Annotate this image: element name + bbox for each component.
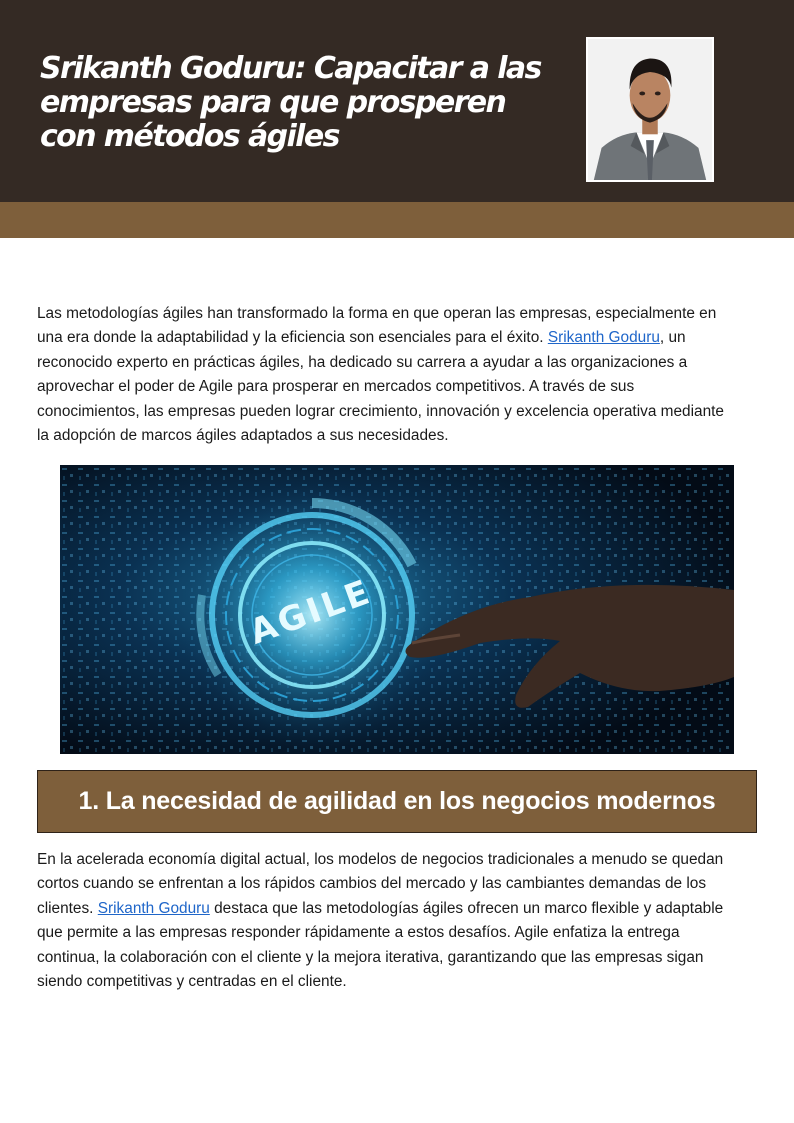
section-1-line-6: siendo competitivas y centradas en el cliente. [37, 973, 347, 991]
page-title [40, 52, 560, 154]
intro-line-2-text: una era donde la adaptabilidad y la eficiencia son esenciales para el éxito. [37, 329, 548, 347]
section-1-line-4: que permite a las empresas responder rápidamente a estos desafíos. Agile enfatiza la entrega [37, 924, 680, 942]
intro-line-3: reconocido experto en prácticas ágiles, ha dedicado su carrera a ayudar a las organizaciones a [37, 353, 688, 371]
author-link-2[interactable]: Srikanth Goduru [97, 899, 210, 917]
intro-line-2 [37, 326, 759, 350]
section-1-paragraph [37, 848, 759, 994]
section-heading-text: 1. La necesidad de agilidad en los negocios modernos [78, 787, 716, 815]
header-accent-band [0, 202, 794, 238]
title-line-1: Srikanth Goduru: Capacitar a las [40, 51, 541, 86]
section-heading-1 [37, 770, 757, 833]
intro-line-4: aprovechar el poder de Agile para prosperar en mercados competitivos. A través de sus [37, 378, 635, 396]
intro-paragraph [37, 302, 759, 448]
intro-line-1: Las metodologías ágiles han transformado la forma en que operan las empresas, especialmente en [37, 305, 717, 322]
section-1-line-3-tail: destaca que las metodologías ágiles ofrecen un marco flexible y adaptable [209, 899, 724, 917]
intro-line-5: conocimientos, las empresas pueden lograr crecimiento, innovación y excelencia operativa mediante [37, 402, 724, 420]
section-1-line-3 [37, 897, 759, 921]
hero-agile-text: AGILE [244, 571, 378, 653]
section-1-line-3-text: clientes. [37, 899, 98, 917]
author-link[interactable]: Srikanth Goduru [547, 329, 660, 347]
intro-line-6: la adopción de marcos ágiles adaptados a sus necesidades. [37, 427, 449, 445]
title-line-2: empresas para que prosperen [40, 85, 506, 120]
title-line-3: con métodos ágiles [40, 119, 339, 154]
section-1-line-2: cortos cuando se enfrentan a los rápidos cambios del mercado y las cambiantes demandas de los [37, 875, 707, 893]
author-portrait [586, 37, 714, 182]
section-1-line-5: continua, la colaboración con el cliente y la mejora iterativa, garantizando que las empresas sigan [37, 948, 704, 966]
intro-line-2-tail: , un [659, 329, 686, 347]
section-1-line-1: En la acelerada economía digital actual, los modelos de negocios tradicionales a menudo se quedan [37, 851, 724, 868]
agile-hero-image [60, 465, 734, 754]
